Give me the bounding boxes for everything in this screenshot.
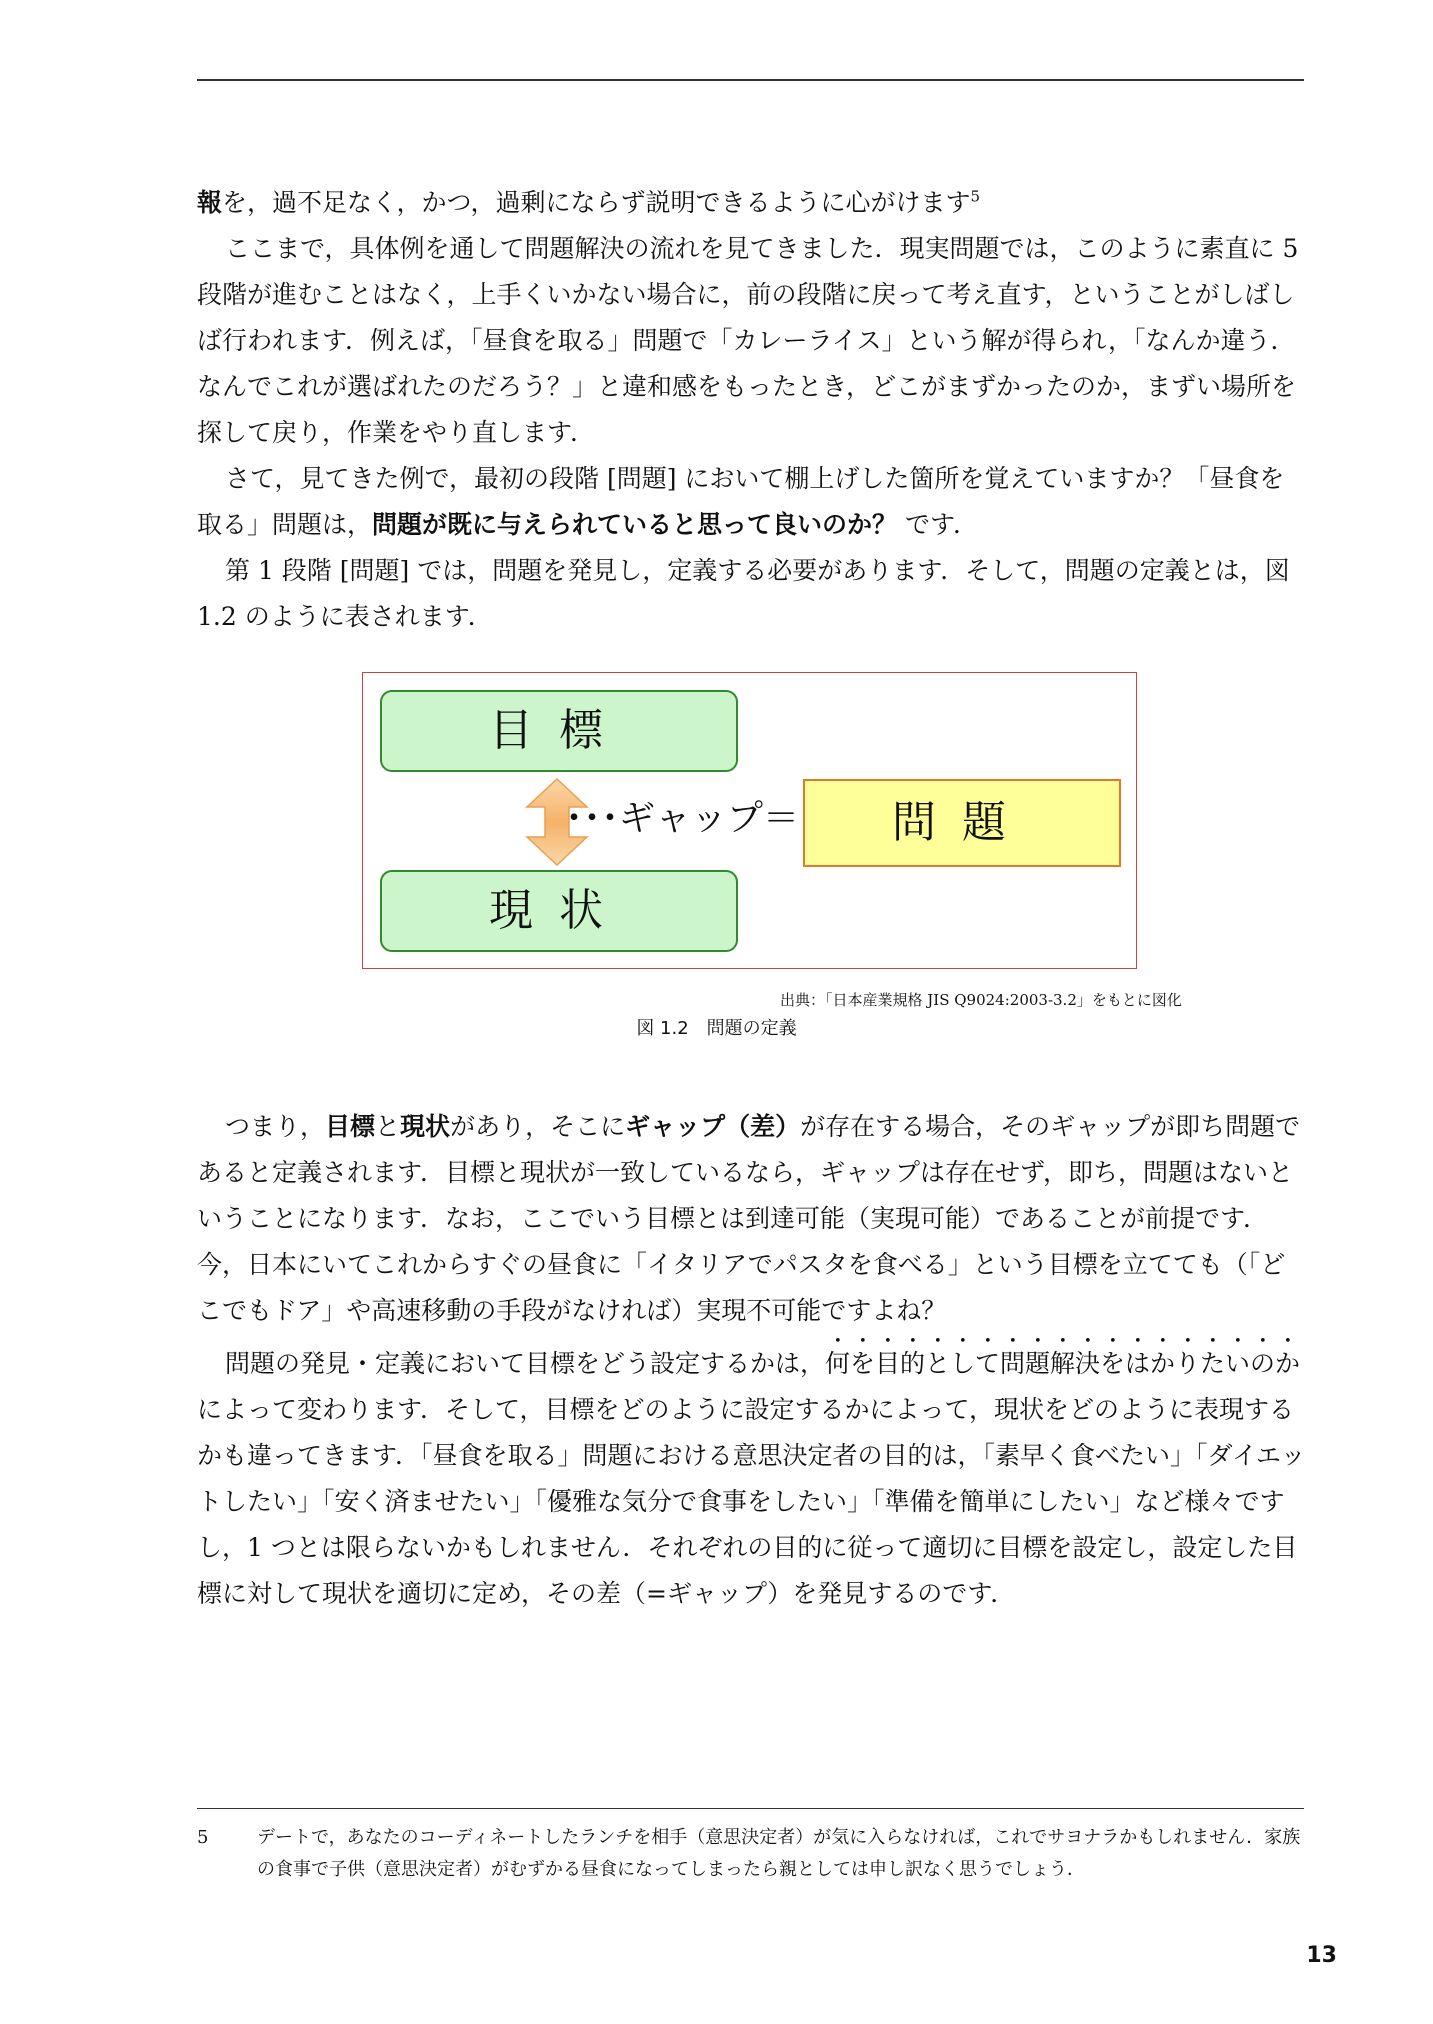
bold-question: 問題が既に与えられていると思って良いのか？: [372, 510, 898, 539]
figure-caption: 図 1.2 問題の定義: [636, 1018, 797, 1039]
footnote-rule: [197, 1808, 1304, 1809]
current-state-box: 現状: [380, 870, 738, 952]
footnote-text: デートで，あなたのコーディネートしたランチを相手（意思決定者）が気に入らなければ，これでサヨナラかもしれません．家族の食事で子供（意思決定者）がむずかる昼食になってしまったら親としては申し訳なく思うでしょう．: [257, 1827, 1301, 1880]
figure-source: 出典：「日本産業規格 JIS Q9024:2003-3.2」をもとに図化: [780, 991, 1182, 1009]
emphasis-dots: 何を目的として問題解決をはかりたいのか: [825, 1349, 1301, 1378]
paragraph-5: つまり，目標と現状があり，そこにギャップ（差）が存在する場合，そのギャップが即ち問題であると定義されます．目標と現状が一致しているなら，ギャップは存在せず，即ち，問題はないということになります．なお，ここでいう目標とは到達可能（実現可能）であることが前提です．今，日本にいてこれからすぐの昼食に「イタリアでパスタを食べる」という目標を立てても（「どこでもドア」や高速移動の手段がなければ）実現不可能ですよね？: [197, 1112, 1301, 1325]
footnote-mark: 5: [197, 1827, 209, 1848]
paragraph-1: 報を，過不足なく，かつ，過剰にならず説明できるように心がけます$^5$: [197, 187, 981, 217]
problem-box: 問題: [803, 779, 1121, 867]
paragraph-2: ここまで，具体例を通して問題解決の流れを見てきました．現実問題では，このように素直に 5 段階が進むことはなく，上手くいかない場合に，前の段階に戻って考え直す，ということがしばしば行われます．例えば，「昼食を取る」問題で「カレーライス」という解が得られ，「なんか違う．なんでこれが選ばれたのだろう？」と違和感をもったとき，どこがまずかったのか，まずい場所を探して戻り，作業をやり直します．: [197, 234, 1299, 447]
paragraph-4: 第 1 段階 [問題] では，問題を発見し，定義する必要があります．そして，問題の定義とは，図 1.2 のように表されます．: [197, 556, 1290, 631]
page-number: 13: [1306, 1943, 1337, 1968]
gap-label: ･･･ギャップ＝: [565, 798, 800, 839]
footnote-ref[interactable]: 5: [970, 187, 981, 206]
goal-box: 目標: [380, 690, 738, 772]
header-rule: [197, 79, 1304, 81]
figure-problem-definition: [362, 672, 1137, 969]
body-lower: [197, 1104, 1307, 1617]
body-upper: [197, 180, 1307, 640]
footnote: [197, 1822, 1307, 1886]
paragraph-6: 問題の発見・定義において目標をどう設定するかは，何を目的として問題解決をはかりたいのかによって変わります．そして，目標をどのように設定するかによって，現状をどのように表現するかも違ってきます．「昼食を取る」問題における意思決定者の目的は，「素早く食べたい」「ダイエットしたい」「安く済ませたい」「優雅な気分で食事をしたい」「準備を簡単にしたい」など様々ですし，1 つとは限らないかもしれません．それぞれの目的に従って適切に目標を設定し，設定した目標に対して現状を適切に定め，その差（=ギャップ）を発見するのです．: [197, 1349, 1306, 1608]
paragraph-3: さて，見てきた例で，最初の段階 [問題] において棚上げした箇所を覚えていますか？「昼食を取る」問題は，問題が既に与えられていると思って良いのか？ です．: [197, 464, 1285, 539]
